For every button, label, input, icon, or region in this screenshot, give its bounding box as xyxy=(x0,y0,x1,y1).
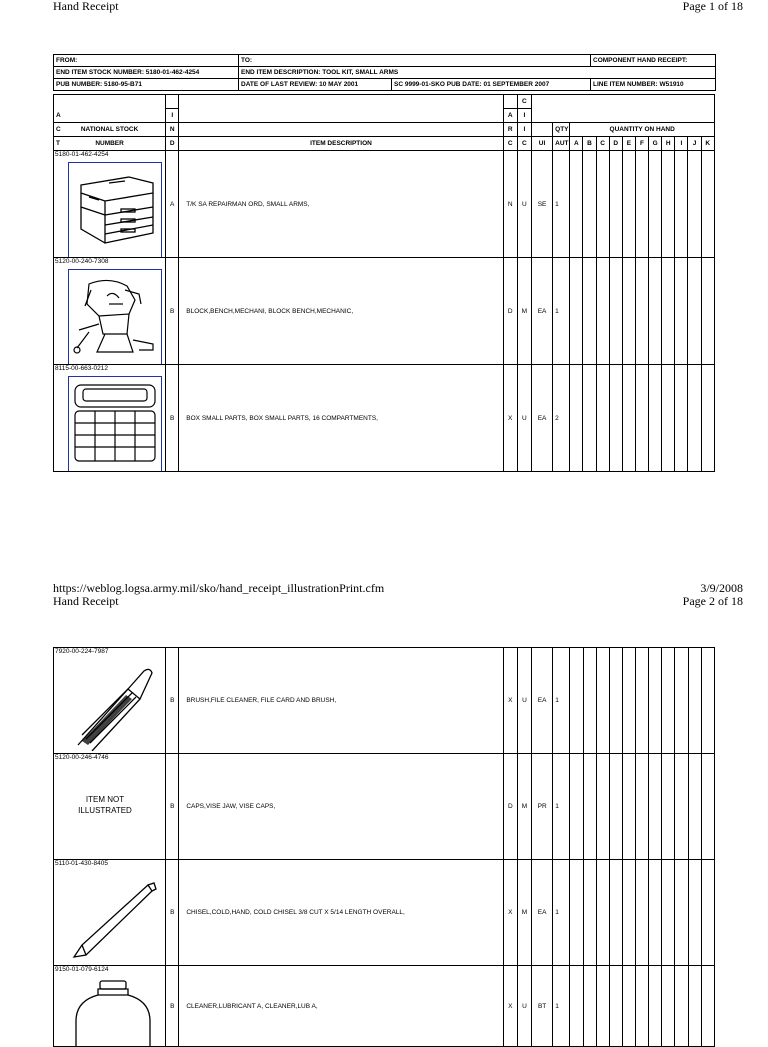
date-last-review: DATE OF LAST REVIEW: 10 MAY 2001 xyxy=(239,79,392,91)
quantity-on-hand-cell xyxy=(596,258,609,365)
component-hand-receipt-field: COMPONENT HAND RECEIPT: xyxy=(591,55,716,67)
ciic-header-i2: I xyxy=(517,123,531,137)
ciic-cell: M xyxy=(517,258,531,365)
quantity-on-hand-cell xyxy=(622,754,635,860)
ciic-cell: M xyxy=(517,754,531,860)
item-description: BLOCK,BENCH,MECHANI, BLOCK BENCH,MECHANIC, xyxy=(179,258,503,365)
letter-header: C xyxy=(596,137,609,151)
quantity-on-hand-cell xyxy=(675,966,688,1047)
quantity-on-hand-cell xyxy=(675,365,688,472)
number-header xyxy=(54,137,166,151)
quantity-on-hand-cell xyxy=(636,648,649,754)
quantity-on-hand-cell xyxy=(701,365,714,472)
item-description: CLEANER,LUBRICANT A, CLEANER,LUB A, xyxy=(179,966,503,1047)
quantity-on-hand-cell xyxy=(583,258,596,365)
aut-header: AUT xyxy=(553,137,570,151)
quantity-on-hand-cell xyxy=(688,365,701,472)
arc-cell: X xyxy=(503,966,517,1047)
quantity-on-hand-cell xyxy=(596,648,609,754)
quantity-on-hand-cell xyxy=(583,966,596,1047)
ui-header: UI xyxy=(531,137,552,151)
quantity-on-hand-cell xyxy=(635,151,648,258)
quantity-on-hand-cell xyxy=(622,258,635,365)
nsn-cell xyxy=(54,860,166,966)
table-row xyxy=(54,966,715,1047)
quantity-on-hand-cell xyxy=(675,754,688,860)
letter-header: H xyxy=(662,137,675,151)
national-stock-header xyxy=(54,123,166,137)
ui-cell: PR xyxy=(532,754,553,860)
quantity-on-hand-cell xyxy=(649,966,662,1047)
item-description-header: ITEM DESCRIPTION xyxy=(179,137,503,151)
indicator-cell: B xyxy=(166,258,179,365)
ciic-cell: U xyxy=(517,151,531,258)
quantity-on-hand-cell xyxy=(701,966,714,1047)
col-c-label: C xyxy=(56,126,61,133)
quantity-on-hand-cell xyxy=(688,966,701,1047)
nsn-cell xyxy=(54,754,166,860)
quantity-on-hand-cell xyxy=(622,860,635,966)
arc-cell: D xyxy=(503,258,517,365)
arc-cell: X xyxy=(503,648,517,754)
arc-header-r: R xyxy=(503,123,517,137)
arc-cell: N xyxy=(503,151,517,258)
quantity-on-hand-cell xyxy=(649,648,662,754)
quantity-on-hand-cell xyxy=(583,648,596,754)
arc-cell: D xyxy=(503,754,517,860)
item-description: CAPS,VISE JAW, VISE CAPS, xyxy=(179,754,503,860)
page-number-2: Page 2 of 18 xyxy=(682,594,743,608)
qty-auth-cell: 1 xyxy=(553,966,570,1047)
ciic-cell: U xyxy=(517,966,531,1047)
quantity-on-hand-cell xyxy=(609,151,622,258)
page-number: Page 1 of 18 xyxy=(682,0,743,13)
quantity-on-hand-cell xyxy=(570,365,583,472)
quantity-on-hand-cell xyxy=(622,365,635,472)
national-stock-number: 5110-01-430-8405 xyxy=(55,860,109,867)
quantity-on-hand-cell xyxy=(583,754,596,860)
national-stock-number: 7920-00-224-7987 xyxy=(55,648,109,655)
table-row xyxy=(54,258,715,365)
hand-receipt-table-page-2 xyxy=(53,647,715,1047)
quantity-on-hand-cell xyxy=(701,151,714,258)
letter-header: F xyxy=(635,137,648,151)
arc-cell: X xyxy=(503,365,517,472)
letter-header: A xyxy=(570,137,583,151)
quantity-on-hand-cell xyxy=(675,258,688,365)
quantity-on-hand-cell xyxy=(649,365,662,472)
ui-cell: EA xyxy=(532,648,553,754)
quantity-on-hand-cell xyxy=(609,754,622,860)
ciic-header-i: I xyxy=(517,109,531,123)
quantity-on-hand-cell xyxy=(570,258,583,365)
qty-auth-cell: 1 xyxy=(553,258,570,365)
qty-auth-cell: 1 xyxy=(553,754,570,860)
national-stock-number: 5180-01-462-4254 xyxy=(55,151,109,158)
receipt-meta-table xyxy=(53,54,716,91)
indicator-cell: B xyxy=(166,966,179,1047)
letter-header: G xyxy=(649,137,662,151)
quantity-on-hand-cell xyxy=(649,258,662,365)
quantity-on-hand-cell xyxy=(675,860,688,966)
quantity-on-hand-cell xyxy=(688,258,701,365)
not-illustrated-line-1: ITEM NOT xyxy=(85,795,125,804)
national-stock-number: 5120-00-246-4746 xyxy=(55,754,109,761)
quantity-on-hand-cell xyxy=(609,966,622,1047)
bench-vise-icon xyxy=(68,269,162,365)
not-illustrated-line-2: ILLUSTRATED xyxy=(78,806,132,815)
number-label: NUMBER xyxy=(95,140,124,147)
ui-cell: BT xyxy=(532,966,553,1047)
footer-date: 3/9/2008 xyxy=(700,581,743,595)
col-a-label: A xyxy=(54,109,166,123)
indicator-cell: B xyxy=(166,648,179,754)
indicator-cell: B xyxy=(166,754,179,860)
quantity-on-hand-cell xyxy=(701,860,714,966)
quantity-on-hand-cell xyxy=(636,966,649,1047)
hand-receipt-table xyxy=(53,94,715,472)
quantity-on-hand-cell xyxy=(662,966,675,1047)
quantity-on-hand-cell xyxy=(583,860,596,966)
ui-cell: EA xyxy=(531,258,552,365)
qty-auth-cell: 2 xyxy=(553,365,570,472)
quantity-on-hand-cell xyxy=(622,648,635,754)
nsn-cell xyxy=(54,365,166,472)
quantity-on-hand-cell xyxy=(688,648,701,754)
indicator-cell: B xyxy=(166,860,179,966)
quantity-on-hand-cell xyxy=(688,151,701,258)
item-description: BRUSH,FILE CLEANER, FILE CARD AND BRUSH, xyxy=(179,648,503,754)
qty-header: QTY xyxy=(553,123,570,137)
national-stock-number: 9150-01-079-6124 xyxy=(55,966,109,973)
nsn-cell xyxy=(54,258,166,365)
pub-number: PUB NUMBER: 5180-95-B71 xyxy=(54,79,239,91)
item-description: BOX SMALL PARTS, BOX SMALL PARTS, 16 COMPARTMENTS, xyxy=(179,365,503,472)
letter-header: E xyxy=(622,137,635,151)
quantity-on-hand-cell xyxy=(649,754,662,860)
quantity-on-hand-cell xyxy=(662,151,675,258)
arc-cell: X xyxy=(503,860,517,966)
col-t-label: T xyxy=(56,140,60,147)
quantity-on-hand-cell xyxy=(701,754,714,860)
ciic-header-c: C xyxy=(517,137,531,151)
to-field: TO: xyxy=(239,55,591,67)
quantity-on-hand-cell xyxy=(662,860,675,966)
sc-pub-date: SC 9999-01-SKO PUB DATE: 01 SEPTEMBER 2007 xyxy=(392,79,591,91)
quantity-on-hand-cell xyxy=(675,648,688,754)
quantity-on-hand-cell xyxy=(635,258,648,365)
letter-header: D xyxy=(609,137,622,151)
letter-header: J xyxy=(688,137,701,151)
quantity-on-hand-cell xyxy=(662,754,675,860)
line-item-number: LINE ITEM NUMBER: W51910 xyxy=(591,79,716,91)
quantity-on-hand-cell xyxy=(622,151,635,258)
end-item-stock-number: END ITEM STOCK NUMBER: 5180-01-462-4254 xyxy=(54,67,239,79)
quantity-on-hand-cell xyxy=(570,648,583,754)
quantity-on-hand-cell xyxy=(649,151,662,258)
quantity-on-hand-cell xyxy=(596,151,609,258)
indicator-cell: B xyxy=(166,365,179,472)
ui-cell: EA xyxy=(531,365,552,472)
indicator-cell: A xyxy=(166,151,179,258)
quantity-on-hand-header: QUANTITY ON HAND xyxy=(570,123,715,137)
quantity-on-hand-cell xyxy=(596,365,609,472)
qty-auth-cell: 1 xyxy=(553,860,570,966)
quantity-on-hand-cell xyxy=(609,365,622,472)
quantity-on-hand-cell xyxy=(662,258,675,365)
quantity-on-hand-cell xyxy=(675,151,688,258)
item-description: CHISEL,COLD,HAND, COLD CHISEL 3/8 CUT X 5/14 LENGTH OVERALL, xyxy=(179,860,503,966)
quantity-on-hand-cell xyxy=(662,648,675,754)
quantity-on-hand-cell xyxy=(635,365,648,472)
ciic-cell: U xyxy=(517,648,531,754)
letter-header: K xyxy=(701,137,714,151)
parts-box-icon xyxy=(68,376,162,472)
footer-url: https://weblog.logsa.army.mil/sko/hand_receipt_illustrationPrint.cfm xyxy=(53,581,385,595)
table-row xyxy=(54,648,715,754)
letter-header: B xyxy=(583,137,596,151)
arc-header-c: C xyxy=(503,137,517,151)
quantity-on-hand-cell xyxy=(596,754,609,860)
quantity-on-hand-cell xyxy=(636,860,649,966)
ui-cell: EA xyxy=(532,860,553,966)
national-stock-number: 8115-00-663-0212 xyxy=(55,365,109,372)
nsn-cell xyxy=(54,966,166,1047)
not-illustrated-note xyxy=(70,794,140,816)
table-row xyxy=(54,365,715,472)
quantity-on-hand-cell xyxy=(583,151,596,258)
page-header-title: Hand Receipt xyxy=(53,0,119,13)
file-brush-icon xyxy=(68,659,160,753)
page-header-title-2: Hand Receipt xyxy=(53,594,119,608)
quantity-on-hand-cell xyxy=(570,754,583,860)
table-row xyxy=(54,860,715,966)
national-stock-number: 5120-00-240-7308 xyxy=(55,258,109,265)
quantity-on-hand-cell xyxy=(570,966,583,1047)
quantity-on-hand-cell xyxy=(596,966,609,1047)
quantity-on-hand-cell xyxy=(622,966,635,1047)
quantity-on-hand-cell xyxy=(596,860,609,966)
col-n-label: N xyxy=(166,123,179,137)
end-item-description: END ITEM DESCRIPTION: TOOL KIT, SMALL ARMS xyxy=(239,67,716,79)
letter-header: I xyxy=(675,137,688,151)
nsn-cell xyxy=(54,151,166,258)
table-row xyxy=(54,754,715,860)
bottle-icon xyxy=(68,977,160,1047)
quantity-on-hand-cell xyxy=(649,860,662,966)
quantity-on-hand-cell xyxy=(609,258,622,365)
qty-auth-cell: 1 xyxy=(553,151,570,258)
table-row xyxy=(54,151,715,258)
quantity-on-hand-cell xyxy=(570,151,583,258)
tool-chest-icon xyxy=(68,162,162,258)
national-stock-label: NATIONAL STOCK xyxy=(80,126,139,133)
ciic-header-top: C xyxy=(517,95,531,109)
arc-header-a: A xyxy=(503,109,517,123)
from-field: FROM: xyxy=(54,55,239,67)
quantity-on-hand-cell xyxy=(688,860,701,966)
nsn-cell xyxy=(54,648,166,754)
chisel-icon xyxy=(68,871,160,965)
quantity-on-hand-cell xyxy=(701,258,714,365)
quantity-on-hand-cell xyxy=(583,365,596,472)
quantity-on-hand-cell xyxy=(609,648,622,754)
quantity-on-hand-cell xyxy=(636,754,649,860)
quantity-on-hand-cell xyxy=(688,754,701,860)
quantity-on-hand-cell xyxy=(662,365,675,472)
quantity-on-hand-cell xyxy=(609,860,622,966)
qty-auth-cell: 1 xyxy=(553,648,570,754)
ui-cell: SE xyxy=(531,151,552,258)
quantity-on-hand-cell xyxy=(701,648,714,754)
col-i-label: I xyxy=(166,109,179,123)
quantity-on-hand-cell xyxy=(570,860,583,966)
col-d-label: D xyxy=(166,137,179,151)
ciic-cell: U xyxy=(517,365,531,472)
ciic-cell: M xyxy=(517,860,531,966)
item-description: T/K SA REPAIRMAN ORD, SMALL ARMS, xyxy=(179,151,503,258)
